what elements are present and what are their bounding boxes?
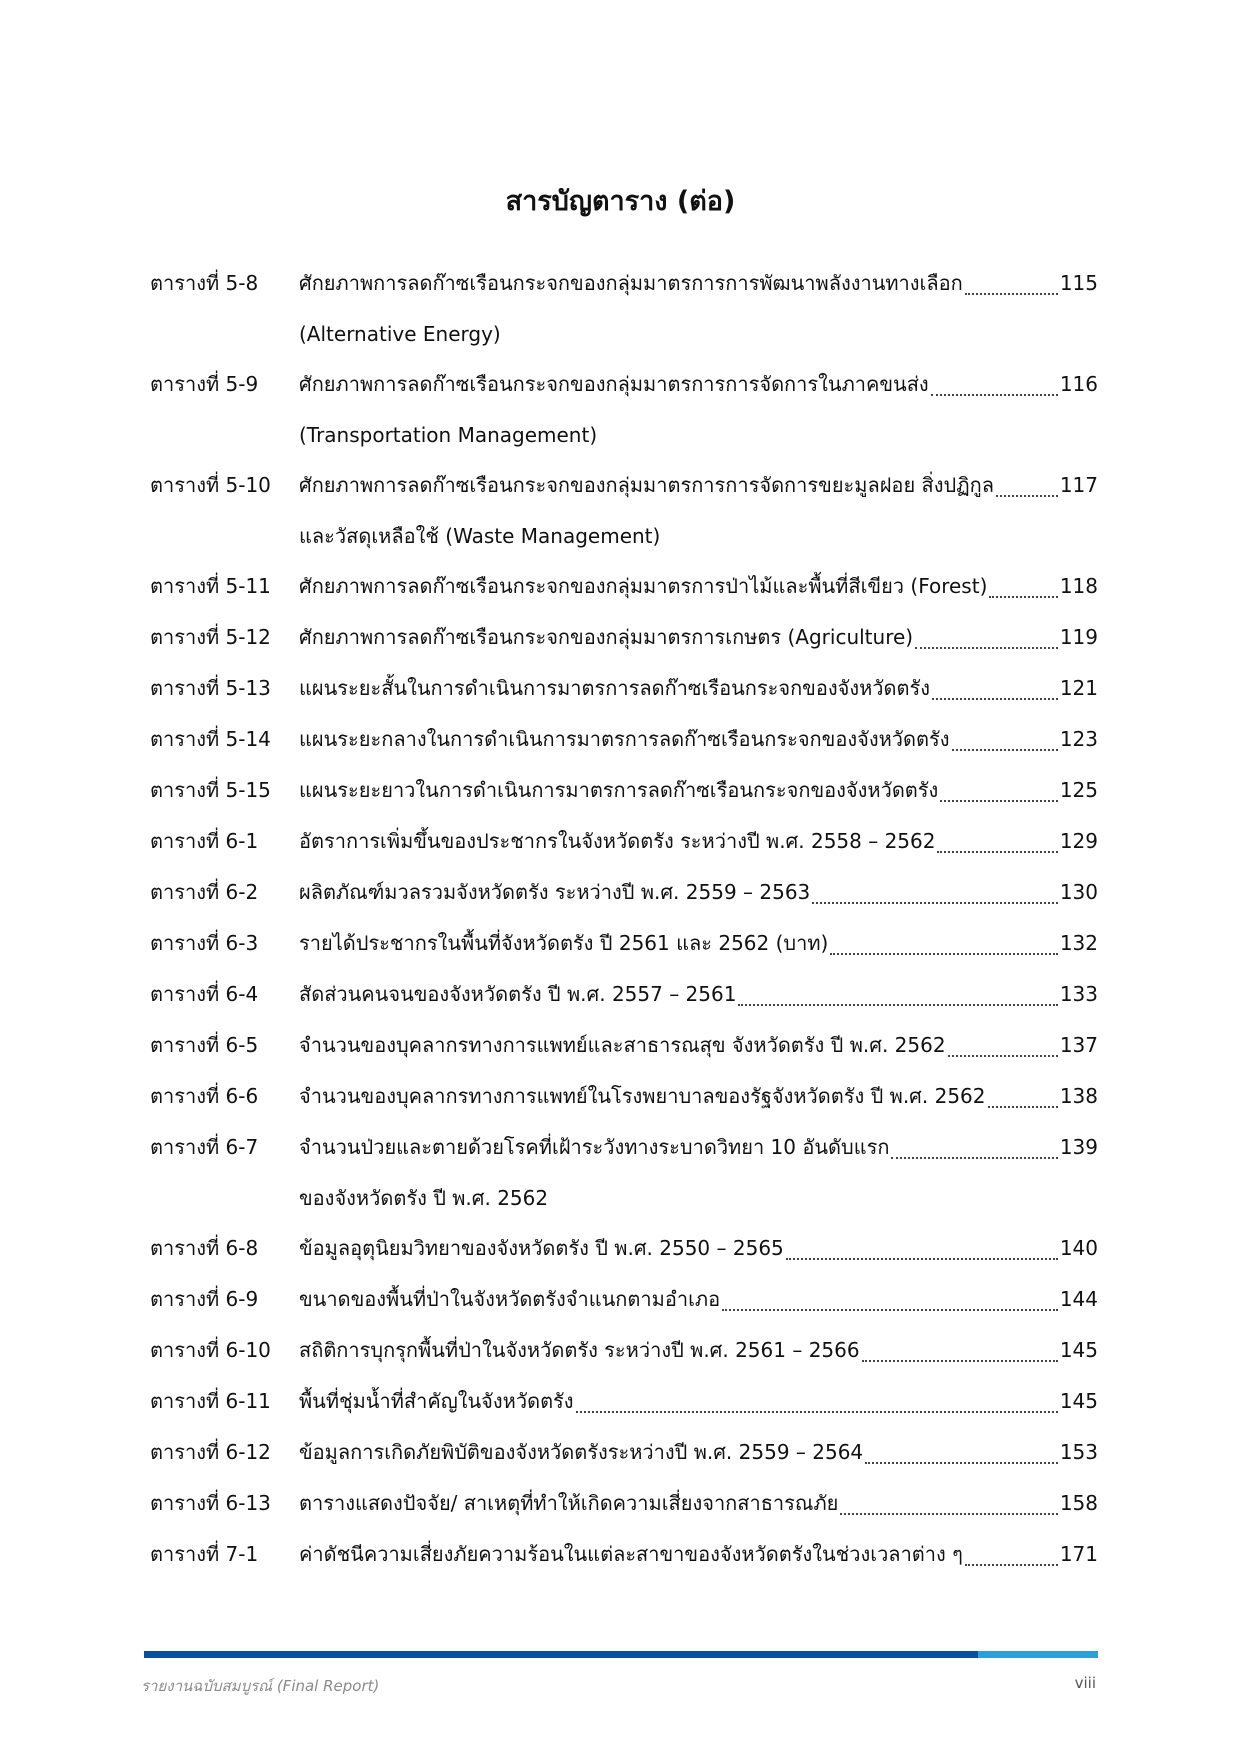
toc-entry-page: 119 [1059, 625, 1098, 649]
toc-entry-title: ศักยภาพการลดก๊าซเรือนกระจกของกลุ่มมาตรการการจัดการขยะมูลฝอย สิ่งปฏิกูล [299, 473, 994, 497]
toc-entry-row [150, 816, 1098, 867]
toc-entry-title: พื้นที่ชุ่มน้ำที่สำคัญในจังหวัดตรัง [299, 1389, 574, 1413]
dot-leader [865, 1461, 1058, 1464]
toc-entry-page: 118 [1059, 574, 1098, 598]
toc-entry[interactable] [150, 867, 1098, 918]
toc-entry[interactable] [150, 460, 1098, 561]
toc-entry-label: ตารางที่ 5-8 [150, 271, 259, 295]
footer-divider [144, 1651, 1098, 1658]
toc-entry-label: ตารางที่ 6-7 [150, 1135, 259, 1159]
toc-entry[interactable] [150, 663, 1098, 714]
toc-entry-title: แผนระยะยาวในการดำเนินการมาตรการลดก๊าซเรือนกระจกของจังหวัดตรัง [299, 778, 939, 802]
toc-entry-label: ตารางที่ 5-12 [150, 625, 271, 649]
toc-entry-label: ตารางที่ 6-2 [150, 880, 259, 904]
toc-entry-title: สัดส่วนคนจนของจังหวัดตรัง ปี พ.ศ. 2557 – 2561 [299, 982, 737, 1006]
toc-entry-label: ตารางที่ 7-1 [150, 1542, 259, 1566]
toc-entry-page: 171 [1059, 1542, 1098, 1566]
dot-leader [576, 1410, 1058, 1413]
toc-entry-title: ตารางแสดงปัจจัย/ สาเหตุที่ทำให้เกิดความเสี่ยงจากสาธารณภัย [299, 1491, 839, 1515]
toc-entry-page: 138 [1059, 1084, 1098, 1108]
toc-entry[interactable] [150, 1223, 1098, 1274]
toc-entry-label: ตารางที่ 6-11 [150, 1389, 271, 1413]
dot-leader [830, 952, 1057, 955]
footer-page-number: viii [1074, 1674, 1096, 1692]
toc-entry-title: ศักยภาพการลดก๊าซเรือนกระจกของกลุ่มมาตรการป่าไม้และพื้นที่สีเขียว (Forest) [299, 574, 988, 598]
toc-entry-title: สถิติการบุกรุกพื้นที่ป่าในจังหวัดตรัง ระหว่างปี พ.ศ. 2561 – 2566 [299, 1338, 860, 1362]
toc-entry-continuation: และวัสดุเหลือใช้ (Waste Management) [299, 524, 661, 548]
toc-entry[interactable] [150, 1071, 1098, 1122]
toc-entry-title: แผนระยะกลางในการดำเนินการมาตรการลดก๊าซเรือนกระจกของจังหวัดตรัง [299, 727, 950, 751]
toc-entry-label: ตารางที่ 6-10 [150, 1338, 271, 1362]
toc-entry-label: ตารางที่ 5-13 [150, 676, 271, 700]
toc-entry[interactable] [150, 1427, 1098, 1478]
toc-entry-label: ตารางที่ 6-12 [150, 1440, 271, 1464]
toc-entry-page: 137 [1059, 1033, 1098, 1057]
toc-entry-page: 145 [1059, 1338, 1098, 1362]
toc-entry[interactable] [150, 816, 1098, 867]
toc-entry-row [150, 969, 1098, 1020]
toc-entry-row [150, 1071, 1098, 1122]
toc-entry-row [150, 1223, 1098, 1274]
dot-leader [996, 494, 1058, 497]
toc-entry-label: ตารางที่ 6-9 [150, 1287, 259, 1311]
dot-leader [988, 1105, 1058, 1108]
dot-leader [915, 646, 1058, 649]
toc-entry-title: ค่าดัชนีความเสี่ยงภัยความร้อนในแต่ละสาขาของจังหวัดตรังในช่วงเวลาต่าง ๆ [299, 1542, 963, 1566]
toc-entry-label: ตารางที่ 6-8 [150, 1236, 259, 1260]
toc-entry-row [150, 561, 1098, 612]
toc-entry-label: ตารางที่ 5-10 [150, 473, 271, 497]
dot-leader [931, 393, 1058, 396]
toc-entry-title: ศักยภาพการลดก๊าซเรือนกระจกของกลุ่มมาตรการการจัดการในภาคขนส่ง [299, 372, 929, 396]
table-of-tables [150, 258, 1098, 1580]
dot-leader [722, 1308, 1058, 1311]
toc-entry-row [150, 612, 1098, 663]
dot-leader [965, 1563, 1058, 1566]
toc-entry-title: ศักยภาพการลดก๊าซเรือนกระจกของกลุ่มมาตรการการพัฒนาพลังงานทางเลือก [299, 271, 963, 295]
dot-leader [891, 1156, 1057, 1159]
toc-entry-row [150, 714, 1098, 765]
toc-entry-page: 125 [1059, 778, 1098, 802]
toc-entry-row [150, 1020, 1098, 1071]
toc-entry[interactable] [150, 359, 1098, 460]
toc-entry[interactable] [150, 612, 1098, 663]
toc-entry-label: ตารางที่ 5-11 [150, 574, 271, 598]
toc-entry-title: ข้อมูลอุตุนิยมวิทยาของจังหวัดตรัง ปี พ.ศ. 2550 – 2565 [299, 1236, 784, 1260]
toc-entry-label: ตารางที่ 6-5 [150, 1033, 259, 1057]
toc-entry-title: จำนวนของบุคลากรทางการแพทย์และสาธารณสุข จังหวัดตรัง ปี พ.ศ. 2562 [299, 1033, 946, 1057]
toc-entry-page: 158 [1059, 1491, 1098, 1515]
toc-entry[interactable] [150, 1020, 1098, 1071]
toc-entry-row [150, 663, 1098, 714]
dot-leader [862, 1359, 1058, 1362]
toc-entry-page: 117 [1059, 473, 1098, 497]
toc-entry-label: ตารางที่ 6-4 [150, 982, 259, 1006]
toc-entry-title: ขนาดของพื้นที่ป่าในจังหวัดตรังจำแนกตามอำเภอ [299, 1287, 721, 1311]
toc-entry-title: รายได้ประชากรในพื้นที่จังหวัดตรัง ปี 2561 และ 2562 (บาท) [299, 931, 829, 955]
toc-entry-title: อัตราการเพิ่มขึ้นของประชากรในจังหวัดตรัง ระหว่างปี พ.ศ. 2558 – 2562 [299, 829, 936, 853]
dot-leader [940, 799, 1058, 802]
dot-leader [937, 850, 1057, 853]
dot-leader [948, 1054, 1058, 1057]
toc-entry-title: ข้อมูลการเกิดภัยพิบัติของจังหวัดตรังระหว่างปี พ.ศ. 2559 – 2564 [299, 1440, 864, 1464]
toc-entry[interactable] [150, 258, 1098, 359]
toc-entry[interactable] [150, 969, 1098, 1020]
toc-entry[interactable] [150, 765, 1098, 816]
toc-entry[interactable] [150, 1325, 1098, 1376]
toc-entry-row [150, 1274, 1098, 1325]
dot-leader [952, 748, 1058, 751]
toc-entry-page: 139 [1059, 1135, 1098, 1159]
toc-entry-title: แผนระยะสั้นในการดำเนินการมาตรการลดก๊าซเรือนกระจกของจังหวัดตรัง [299, 676, 931, 700]
toc-entry[interactable] [150, 1529, 1098, 1580]
dot-leader [965, 292, 1058, 295]
toc-entry-page: 153 [1059, 1440, 1098, 1464]
toc-entry-page: 132 [1059, 931, 1098, 955]
dot-leader [840, 1512, 1057, 1515]
toc-entry-page: 140 [1059, 1236, 1098, 1260]
toc-entry[interactable] [150, 1478, 1098, 1529]
toc-entry-label: ตารางที่ 6-1 [150, 829, 259, 853]
toc-entry-continuation: ของจังหวัดตรัง ปี พ.ศ. 2562 [299, 1186, 549, 1210]
toc-entry-label: ตารางที่ 5-15 [150, 778, 271, 802]
dot-leader [989, 595, 1057, 598]
toc-entry-row [150, 918, 1098, 969]
toc-entry-page: 123 [1059, 727, 1098, 751]
toc-entry-row [150, 1478, 1098, 1529]
toc-entry[interactable] [150, 918, 1098, 969]
toc-entry-title: จำนวนของบุคลากรทางการแพทย์ในโรงพยาบาลของรัฐจังหวัดตรัง ปี พ.ศ. 2562 [299, 1084, 986, 1108]
toc-entry-page: 145 [1059, 1389, 1098, 1413]
footer-report-title: รายงานฉบับสมบูรณ์ (Final Report) [141, 1677, 380, 1695]
toc-entry-row [150, 1122, 1098, 1173]
toc-entry-row [150, 1529, 1098, 1580]
toc-entry-label: ตารางที่ 6-13 [150, 1491, 271, 1515]
toc-entry[interactable] [150, 1274, 1098, 1325]
toc-entry[interactable] [150, 561, 1098, 612]
toc-entry[interactable] [150, 1376, 1098, 1427]
dot-leader [738, 1003, 1057, 1006]
toc-entry-row [150, 359, 1098, 410]
page-title: สารบัญตาราง (ต่อ) [505, 186, 736, 217]
toc-entry-page: 116 [1059, 372, 1098, 396]
toc-entry[interactable] [150, 714, 1098, 765]
toc-entry[interactable] [150, 1122, 1098, 1223]
toc-entry-label: ตารางที่ 6-3 [150, 931, 259, 955]
dot-leader [812, 901, 1058, 904]
footer-divider-light [978, 1651, 1098, 1658]
toc-entry-page: 130 [1059, 880, 1098, 904]
toc-entry-continuation: (Alternative Energy) [299, 322, 501, 346]
toc-entry-row [150, 765, 1098, 816]
toc-entry-page: 115 [1059, 271, 1098, 295]
toc-entry-continuation: (Transportation Management) [299, 423, 598, 447]
toc-entry-row [150, 1376, 1098, 1427]
toc-entry-row [150, 867, 1098, 918]
dot-leader [786, 1257, 1058, 1260]
toc-entry-row [150, 258, 1098, 309]
toc-entry-title: ศักยภาพการลดก๊าซเรือนกระจกของกลุ่มมาตรการเกษตร (Agriculture) [299, 625, 914, 649]
toc-entry-title: จำนวนป่วยและตายด้วยโรคที่เฝ้าระวังทางระบาดวิทยา 10 อันดับแรก [299, 1135, 890, 1159]
toc-entry-page: 121 [1059, 676, 1098, 700]
toc-entry-page: 129 [1059, 829, 1098, 853]
toc-entry-title: ผลิตภัณฑ์มวลรวมจังหวัดตรัง ระหว่างปี พ.ศ. 2559 – 2563 [299, 880, 811, 904]
dot-leader [932, 697, 1058, 700]
toc-entry-label: ตารางที่ 5-9 [150, 372, 259, 396]
toc-entry-row [150, 460, 1098, 511]
toc-entry-row [150, 1427, 1098, 1478]
toc-entry-row [150, 1325, 1098, 1376]
toc-entry-label: ตารางที่ 5-14 [150, 727, 271, 751]
footer-divider-dark [144, 1651, 978, 1658]
toc-entry-label: ตารางที่ 6-6 [150, 1084, 259, 1108]
toc-entry-page: 144 [1059, 1287, 1098, 1311]
toc-entry-page: 133 [1059, 982, 1098, 1006]
